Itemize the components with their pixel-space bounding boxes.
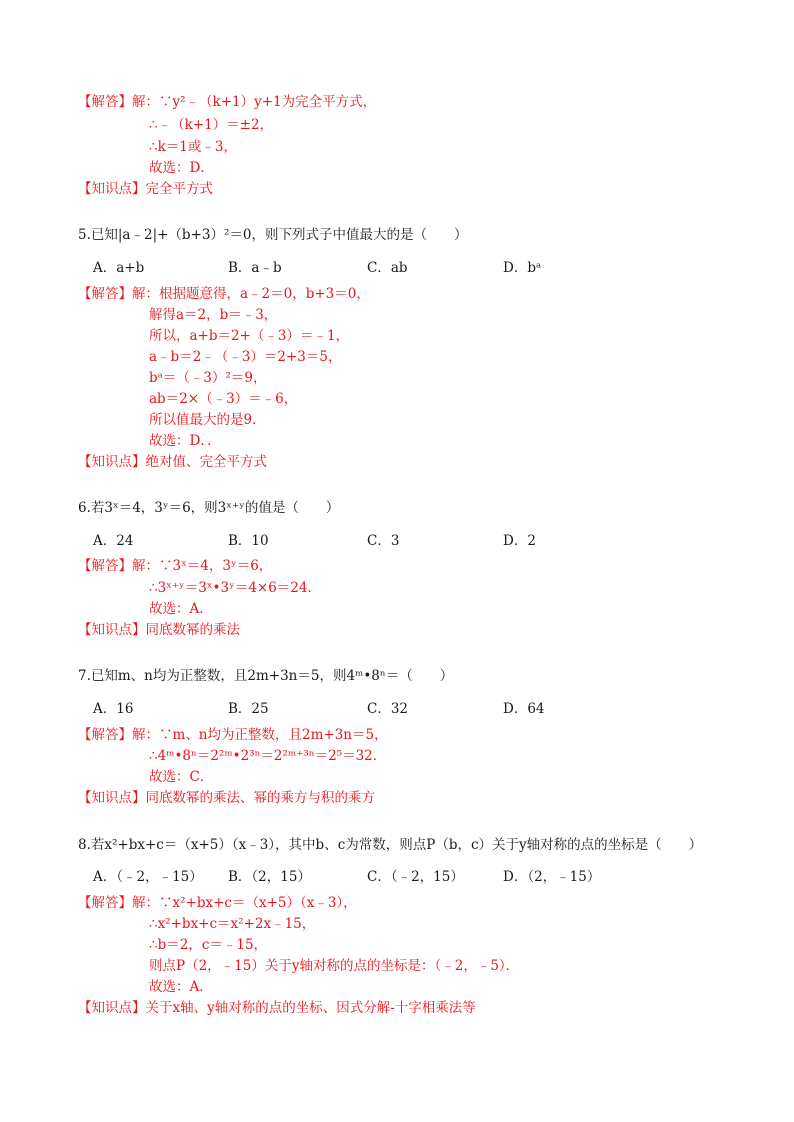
q7-answer-line-2: ∴4ᵐ•8ⁿ＝2²ᵐ•2³ⁿ＝2²ᵐ⁺³ⁿ＝2⁵＝32． [149, 748, 387, 764]
q8-option-b: B．（2，15） [228, 869, 311, 885]
q5-option-b: B．a﹣b [228, 260, 282, 276]
q8-option-c: C．（﹣2，15） [367, 869, 464, 885]
q6-option-c: C．3 [367, 533, 400, 549]
q7-answer-line-1: 【解答】解：∵m、n均为正整数，且2m+3n＝5， [78, 727, 388, 743]
q8-answer-line-2: ∴x²+bx+c＝x²+2x﹣15， [149, 916, 316, 932]
q5-answer-line-1: 【解答】解：根据题意得，a﹣2＝0，b+3＝0， [78, 286, 370, 302]
q8-answer-line-3: ∴b＝2，c＝﹣15， [149, 937, 268, 953]
q5-option-c: C．ab [367, 260, 408, 276]
q5-option-a: A．a+b [93, 260, 145, 276]
q4-answer-line-1: 【解答】解：∵y²﹣（k+1）y+1为完全平方式， [78, 94, 377, 110]
q5-knowledge: 【知识点】绝对值、完全平方式 [78, 454, 267, 470]
q5-answer-line-2: 解得a＝2，b＝﹣3， [149, 307, 278, 323]
q5-answer-line-6: ab＝2×（﹣3）＝﹣6， [149, 391, 298, 407]
q8-option-d: D．（2，﹣15） [503, 869, 601, 885]
q6-option-b: B．10 [228, 533, 269, 549]
q4-answer-line-4: 故选：D． [149, 160, 214, 176]
q4-answer-line-3: ∴k＝1或﹣3， [149, 139, 237, 155]
q8-knowledge: 【知识点】关于x轴、y轴对称的点的坐标、因式分解-十字相乘法等 [78, 1000, 476, 1016]
q6-answer-line-2: ∴3ˣ⁺ʸ＝3ˣ•3ʸ＝4×6＝24． [149, 580, 321, 596]
q5-answer-line-7: 所以值最大的是9． [149, 412, 266, 428]
q7-knowledge: 【知识点】同底数幂的乘法、幂的乘方与积的乘方 [78, 790, 375, 806]
q4-knowledge: 【知识点】完全平方式 [78, 181, 213, 197]
q7-option-c: C．32 [367, 701, 409, 717]
q7-option-b: B．25 [228, 701, 269, 717]
q7-option-a: A．16 [93, 701, 134, 717]
q6-answer-line-1: 【解答】解：∵3ˣ＝4，3ʸ＝6， [78, 558, 273, 574]
q5-answer-line-3: 所以，a+b＝2+（﹣3）＝﹣1， [149, 328, 350, 344]
q5-answer-line-4: a﹣b＝2﹣（﹣3）＝2+3＝5， [149, 349, 342, 365]
q5-answer-line-8: 故选：D．． [149, 433, 221, 449]
q6-option-d: D．2 [503, 533, 536, 549]
q5-option-d: D．bᵃ [503, 260, 542, 276]
q7-answer-line-3: 故选：C． [149, 769, 214, 785]
q7-option-d: D．64 [503, 701, 545, 717]
q6-option-a: A．24 [93, 533, 134, 549]
q8-answer-line-4: 则点P（2，﹣15）关于y轴对称的点的坐标是：（﹣2，﹣5）． [149, 958, 520, 974]
q5-answer-line-5: bᵃ＝（﹣3）²＝9， [149, 370, 267, 386]
q7-stem: 7.已知m、n均为正整数，且2m+3n＝5，则4ᵐ•8ⁿ＝（ ） [78, 668, 454, 684]
q6-knowledge: 【知识点】同底数幂的乘法 [78, 622, 240, 638]
q8-answer-line-1: 【解答】解：∵x²+bx+c＝（x+5）（x﹣3）， [78, 895, 357, 911]
q4-answer-line-2: ∴﹣（k+1）＝±2， [149, 117, 274, 133]
q6-answer-line-3: 故选：A． [149, 601, 213, 617]
q8-answer-line-5: 故选：A． [149, 979, 213, 995]
q6-stem: 6.若3ˣ＝4，3ʸ＝6，则3ˣ⁺ʸ的值是（ ） [78, 500, 340, 516]
q5-stem: 5.已知|a﹣2|+（b+3）²＝0，则下列式子中值最大的是（ ） [78, 227, 468, 243]
q8-stem: 8.若x²+bx+c＝（x+5）（x﹣3），其中b、c为常数，则点P（b，c）关于y轴对称的点的坐标是（ ） [78, 837, 703, 853]
q8-option-a: A．（﹣2，﹣15） [93, 869, 203, 885]
